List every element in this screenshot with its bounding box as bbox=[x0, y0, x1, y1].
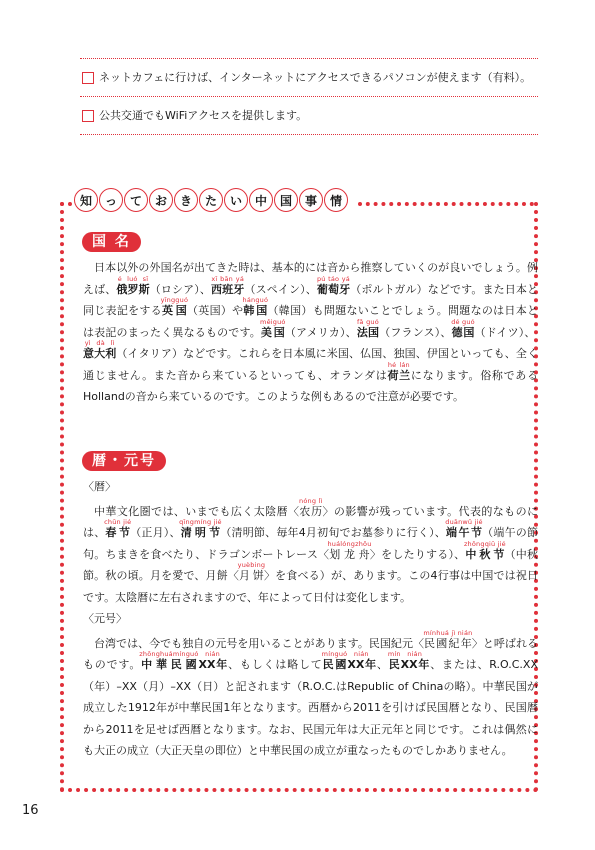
text: （中秋節。秋の頃。月を愛で、月餅〈 bbox=[83, 547, 539, 582]
section-heading bbox=[74, 188, 348, 212]
pinyin: duānwǔ jié bbox=[445, 518, 483, 526]
info-box-top-border bbox=[358, 202, 534, 206]
pinyin: mín bbox=[387, 650, 401, 658]
text: （イタリア）などです。これらを日本風に米国、仏国、独国、伊国といっても、全く通じません。また音から来ているといっても、オランダは bbox=[83, 347, 539, 382]
pinyin: dé guó bbox=[451, 317, 475, 326]
term-text: XX年 bbox=[198, 658, 229, 671]
term bbox=[451, 317, 475, 339]
pinyin: é luó sī bbox=[116, 274, 150, 283]
text: 〉の影響が残っています。代表的なものには、 bbox=[83, 504, 538, 539]
term bbox=[356, 317, 380, 339]
term-text: 中秋节 bbox=[463, 547, 506, 561]
text: （英国）や bbox=[186, 304, 244, 317]
pinyin: mínhuá jì nián bbox=[423, 628, 473, 637]
text: （正月）、 bbox=[130, 526, 181, 539]
text: （端午の節句。ちまきを食べたり、ドラゴンボートレース〈 bbox=[83, 526, 538, 561]
text: 、もしくは略して bbox=[228, 658, 323, 671]
pinyin: hánguó bbox=[242, 296, 269, 304]
text: になります。俗称であるHollandの音から来ているのです。このような例もあるので注意が必要です。 bbox=[83, 368, 539, 403]
heading-char: た bbox=[199, 188, 223, 212]
term-text: 端午节 bbox=[445, 526, 483, 539]
calendar-subheading: 〈元号〉 bbox=[83, 612, 127, 625]
country-names-title: 国 名 bbox=[82, 232, 141, 252]
heading-char: っ bbox=[99, 188, 123, 212]
term-text: 清明节 bbox=[179, 526, 222, 539]
checklist-item bbox=[80, 96, 538, 135]
heading-char: い bbox=[224, 188, 248, 212]
checklist bbox=[80, 58, 538, 135]
pinyin: zhōnghuámínguó bbox=[139, 650, 199, 658]
pinyin: měiguó bbox=[260, 317, 286, 326]
term bbox=[387, 650, 431, 671]
pinyin: hé lán bbox=[387, 360, 411, 369]
pinyin: pú táo yá bbox=[316, 274, 351, 283]
pinyin: nián bbox=[400, 650, 429, 658]
term bbox=[321, 650, 377, 671]
term-text: 农历 bbox=[299, 504, 323, 518]
country-names-body bbox=[83, 257, 538, 408]
term bbox=[83, 339, 117, 360]
page-number: 16 bbox=[22, 803, 39, 818]
text: （ポルトガル）などです。また日本と同じ表記をする bbox=[83, 282, 539, 317]
pinyin: nián bbox=[347, 650, 376, 658]
calendar-subheading: 〈暦〉 bbox=[83, 480, 116, 493]
calendar-era-title: 暦・元号 bbox=[82, 451, 166, 471]
term-text: 荷兰 bbox=[387, 368, 411, 382]
checkbox[interactable] bbox=[82, 72, 94, 84]
term-text: 民國 bbox=[321, 658, 348, 671]
text: 中華文化圏では、いまでも広く太陰暦〈 bbox=[94, 504, 300, 518]
term-text: 葡萄牙 bbox=[316, 282, 351, 296]
term bbox=[179, 518, 222, 539]
term bbox=[242, 296, 269, 317]
term-text: 中華民國 bbox=[139, 658, 199, 671]
term-text: XX年 bbox=[400, 658, 431, 671]
pinyin: yuèbing bbox=[237, 561, 266, 569]
pinyin: nián bbox=[198, 650, 227, 658]
term bbox=[116, 274, 150, 296]
term bbox=[445, 518, 483, 539]
term-text: 意大利 bbox=[83, 347, 117, 360]
pinyin: xī bān yá bbox=[211, 274, 245, 283]
pinyin: fǎ guó bbox=[356, 317, 380, 326]
heading-char: き bbox=[174, 188, 198, 212]
text: 、 bbox=[376, 658, 389, 671]
text: 日本以外の外国名が出てきた時は、基本的には音から推察していくのが良いでしょう。例えば、 bbox=[83, 261, 538, 296]
term bbox=[463, 539, 506, 561]
text: 台湾では、今でも独自の元号を用いることがあります。民国紀元〈 bbox=[94, 636, 425, 650]
term bbox=[104, 518, 132, 539]
term-text: XX年 bbox=[347, 658, 377, 671]
term-text: 法国 bbox=[356, 325, 380, 339]
text: （アメリカ）、 bbox=[284, 325, 357, 339]
pinyin: qīngmíng jié bbox=[179, 518, 222, 526]
heading-char: お bbox=[149, 188, 173, 212]
info-box-top-border bbox=[60, 202, 72, 206]
text: （スペイン）、 bbox=[244, 282, 317, 296]
term bbox=[316, 274, 351, 296]
term bbox=[387, 360, 411, 382]
pinyin: zhōngqiū jié bbox=[463, 539, 506, 548]
checklist-item bbox=[80, 58, 538, 96]
text: （韓国）も問題ないことでしょう。問題なのは日本とは表記のまったく異なるものです。 bbox=[83, 304, 538, 339]
calendar-paragraph: 中華文化圏では、いまでも広く太陰暦〈农历nóng lì〉の影響が残っています。代表的なものには、春节chūn jié（正月）、清明节qīngmíng jié（清明節、毎年4月初旬でお墓参りに行く）、端午节duānwǔ jié（端午の節句。ちまきを食べたり、ドラゴンボートレース〈划龙舟huálóngzhōu〉をしたりする）、中秋节zhōngqiū jié（中秋節。秋の頃。月を愛で、月餅〈月饼yuèbing〉を食べる）が、あります。この4行事は中国では祝日です。太陰暦に左右されますので、年によって日付は変化します。 bbox=[83, 496, 539, 604]
pinyin: mínguó bbox=[321, 650, 348, 658]
term-text: 韩国 bbox=[242, 304, 269, 317]
text: 、または、R.O.C.XX（年）–XX（月）–XX（日）と記されます（R.O.C.はRepublic of Chinaの略）。中華民国が成立した1912年が中華民国1年となります。西暦から2011を引けば民国暦となり、民国暦から2011を足せば西暦となります。なお、民国元年は大正元年と同じです。これは偶然にも大正の成立（大正天皇の即位）と中華民国の成立が重なったものでしかありません。 bbox=[83, 658, 538, 757]
term-text: 美国 bbox=[260, 325, 286, 339]
text: （清明節、毎年4月初旬でお墓参りに行く）、 bbox=[220, 526, 446, 539]
heading-char: 知 bbox=[74, 188, 98, 212]
checklist-item-text: 公共交通でもWiFiアクセスを提供します。 bbox=[99, 109, 308, 122]
term-text: 俄罗斯 bbox=[116, 282, 150, 296]
text: 〉を食べる）が、あります。この4行事は中国では祝日です。太陰暦に左右されますので、年によって日付は変化します。 bbox=[83, 569, 538, 604]
term bbox=[160, 296, 189, 317]
text: 〉と呼ばれるものです。 bbox=[83, 636, 538, 671]
term-text: 民 bbox=[387, 658, 401, 671]
pinyin: chūn jié bbox=[104, 518, 132, 526]
pinyin: huálóngzhōu bbox=[327, 539, 372, 548]
calendar-paragraph bbox=[83, 630, 538, 762]
term bbox=[211, 274, 245, 296]
term-text: 春节 bbox=[104, 526, 132, 539]
term-text: 月饼 bbox=[237, 569, 266, 582]
heading-char: 国 bbox=[274, 188, 298, 212]
country-names-paragraph bbox=[83, 257, 538, 408]
term-text: 西班牙 bbox=[211, 282, 245, 296]
checklist-item-text: ネットカフェに行けば、インターネットにアクセスできるパソコンが使えます（有料）。 bbox=[99, 71, 532, 84]
calendar-era-body bbox=[83, 476, 538, 762]
pinyin: yīngguó bbox=[160, 296, 189, 304]
term bbox=[260, 317, 286, 339]
heading-char: て bbox=[124, 188, 148, 212]
text: （ロシア）、 bbox=[149, 282, 212, 296]
heading-char: 中 bbox=[249, 188, 273, 212]
pinyin: nóng lì bbox=[299, 496, 323, 505]
pinyin: yì dà lì bbox=[83, 339, 117, 347]
term bbox=[139, 650, 229, 671]
checkbox[interactable] bbox=[82, 110, 94, 122]
text: をしたりする）、 bbox=[381, 547, 466, 561]
term-text: 德国 bbox=[451, 325, 475, 339]
text: （ドイツ）、 bbox=[474, 325, 536, 339]
term-text: 民國紀年 bbox=[423, 636, 473, 650]
term-text: 划龙舟 bbox=[327, 547, 372, 561]
term-text: 英国 bbox=[160, 304, 189, 317]
text: （フランス）、 bbox=[379, 325, 452, 339]
heading-char: 事 bbox=[299, 188, 323, 212]
heading-char: 情 bbox=[324, 188, 348, 212]
